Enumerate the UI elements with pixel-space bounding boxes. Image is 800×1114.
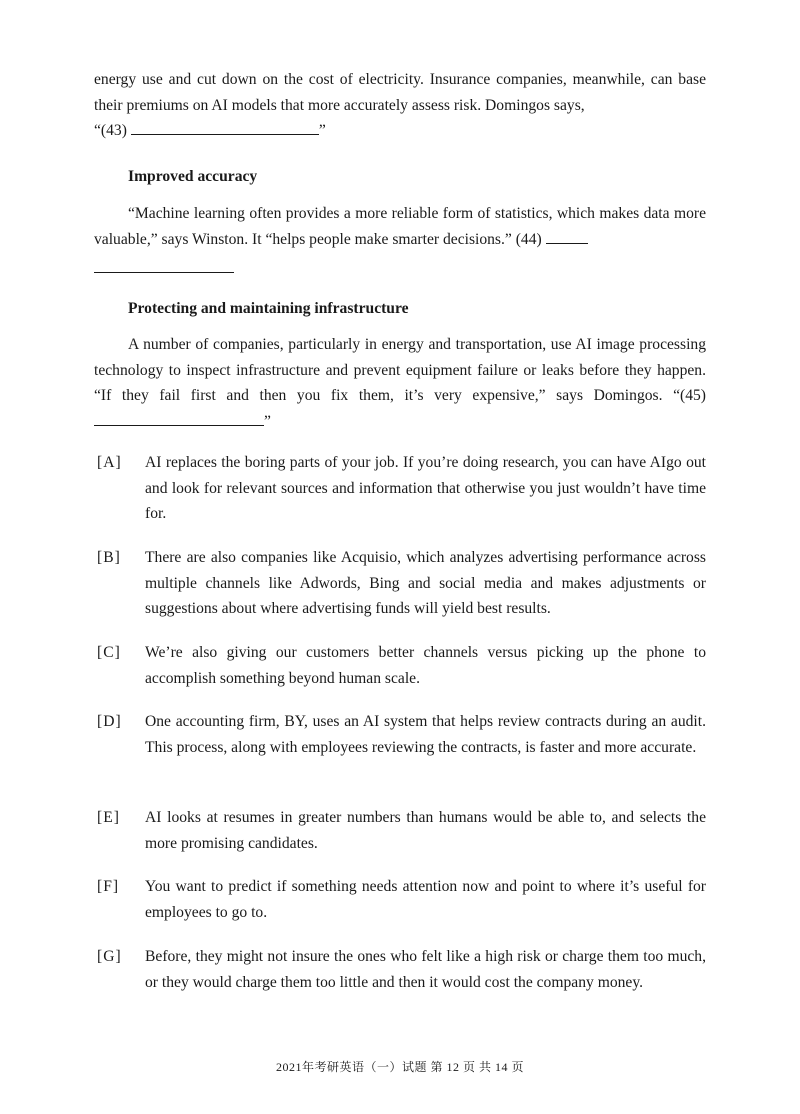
option-label: [F]: [97, 878, 120, 895]
option-text: You want to predict if something needs attention now and point to where it’s useful for employees to go to.: [145, 878, 706, 921]
paragraph-infrastructure: [94, 332, 706, 434]
paragraph-text: “Machine learning often provides a more reliable form of statistics, which makes data more valuable,” says Winston. It “helps people make smarter decisions.” (44): [94, 205, 706, 248]
paragraph-text: A number of companies, particularly in energy and transportation, use AI image processing technology to inspect infrastructure and prevent equipment failure or leaks before they happen. “If they fail first and then you fix them, it’s very expensive,” says Domingos. “(45): [94, 336, 706, 404]
option-e: [97, 805, 706, 856]
paragraph-insurance: [94, 67, 706, 144]
option-label: [C]: [97, 644, 121, 661]
option-label: [A]: [97, 454, 122, 471]
closing-quote: ”: [318, 122, 326, 139]
closing-quote: ”: [264, 412, 271, 430]
option-c: [97, 640, 706, 691]
paragraph-text: energy use and cut down on the cost of electricity. Insurance companies, meanwhile, can base their premiums on AI models that more accurately assess risk. Domingos says,: [94, 71, 706, 114]
option-text: AI replaces the boring parts of your job. If you’re doing research, you can have AIgo out and look for relevant sources and information that otherwise you just wouldn’t have time for.: [145, 454, 706, 522]
paragraph-accuracy: [94, 201, 706, 252]
option-text: Before, they might not insure the ones who felt like a high risk or charge them too much, or they would charge them too little and then it would cost the company money.: [145, 948, 706, 991]
option-text: One accounting firm, BY, uses an AI system that helps review contracts during an audit. This process, along with employees reviewing the contracts, is faster and more accurate.: [145, 713, 706, 756]
answer-blank-44: [546, 229, 588, 244]
option-g: [97, 944, 706, 995]
option-label: [D]: [97, 713, 122, 730]
option-label: [B]: [97, 549, 121, 566]
blank-number: “(43): [94, 122, 131, 139]
option-label: [G]: [97, 948, 122, 965]
option-label: [E]: [97, 809, 120, 826]
answer-blank-44-continued: [94, 258, 234, 273]
option-text: AI looks at resumes in greater numbers than humans would be able to, and selects the more promising candidates.: [145, 809, 706, 852]
option-a: [97, 450, 706, 527]
answer-blank-43: [131, 120, 319, 135]
page-footer: 2021年考研英语（一）试题 第 12 页 共 14 页: [275, 1060, 524, 1074]
option-text: There are also companies like Acquisio, which analyzes advertising performance across multiple channels like Adwords, Bing and social media and makes adjustments or suggestions about where advertising funds will yield best results.: [145, 549, 706, 617]
section-heading-accuracy: Improved accuracy: [128, 168, 258, 185]
option-b: [97, 545, 706, 622]
option-f: [97, 874, 706, 925]
section-heading-infrastructure: Protecting and maintaining infrastructure: [128, 300, 409, 317]
option-text: We’re also giving our customers better channels versus picking up the phone to accomplish something beyond human scale.: [145, 644, 706, 687]
answer-blank-45: [94, 411, 264, 426]
option-d: [97, 709, 706, 760]
